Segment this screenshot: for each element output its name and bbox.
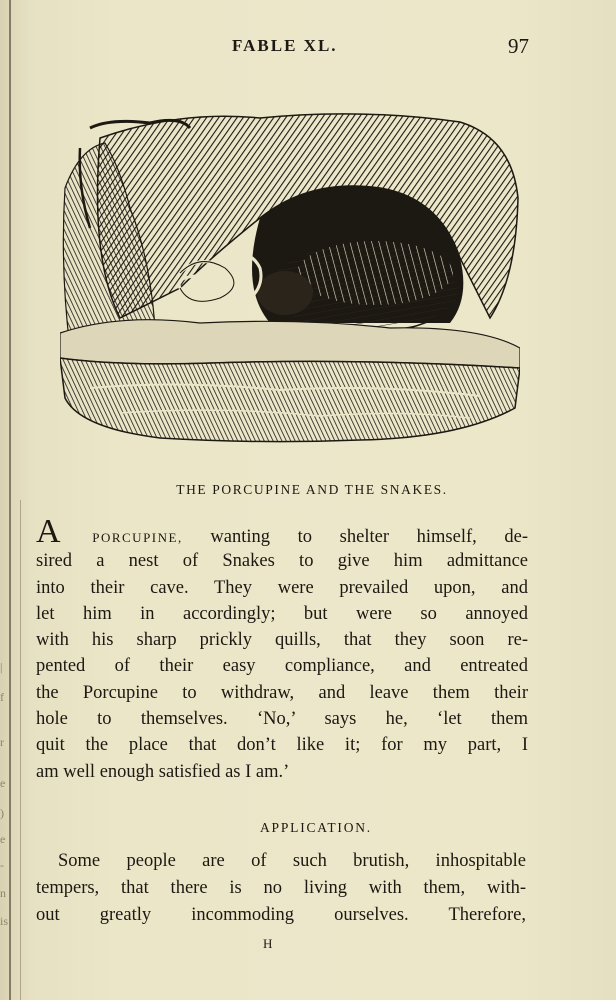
- bleed-through-mark: r: [0, 735, 4, 749]
- application-text: [36, 848, 526, 929]
- application-line: Some people are of such brutish, inhospitable: [58, 851, 526, 871]
- fable-line: quit the place that don’t like it; for my part, I: [36, 735, 528, 756]
- bleed-through-mark: e: [0, 832, 6, 846]
- fable-line: the Porcupine to withdraw, and leave them their: [36, 682, 528, 703]
- fable-first-line: [36, 513, 529, 550]
- foreground-ground: [60, 358, 520, 442]
- running-head: [0, 34, 616, 58]
- bleed-through-mark: e: [0, 776, 6, 790]
- application-line: tempers, that there is no living with them, with-: [36, 878, 526, 898]
- bleed-through-mark: f: [0, 690, 4, 704]
- bleed-through-mark: n: [0, 886, 6, 900]
- drop-cap: A: [36, 513, 61, 550]
- fable-line: let him in accordingly; but were so annoyed: [36, 603, 528, 624]
- bleed-through-mark: |: [0, 660, 3, 674]
- porcupine-engraving-illustration: [60, 108, 520, 444]
- page-number: 97: [508, 34, 529, 58]
- gutter-shadow-line: [20, 500, 21, 1000]
- gutter-line: [9, 0, 11, 1000]
- bleed-through-mark: is: [0, 914, 9, 928]
- illustration-caption: THE PORCUPINE AND THE SNAKES.: [176, 482, 448, 497]
- fable-number: FABLE XL.: [232, 36, 338, 55]
- small-caps-word: PORCUPINE,: [92, 530, 183, 545]
- fable-line: pented of their easy compliance, and entreated: [36, 656, 528, 677]
- application-heading: APPLICATION.: [260, 820, 372, 835]
- fable-line: into their cave. They were prevailed upon, and: [36, 577, 528, 598]
- application-line: out greatly incommoding ourselves. Therefore,: [36, 905, 526, 925]
- fable-line: hole to themselves. ‘No,’ says he, ‘let them: [36, 709, 528, 730]
- bleed-through-mark: ): [0, 806, 4, 820]
- fable-line: am well enough satisfied as I am.’: [36, 761, 290, 782]
- fable-line: with his sharp prickly quills, that they soon re-: [36, 630, 528, 651]
- fable-text: [36, 513, 529, 785]
- bleed-through-mark: -: [0, 858, 4, 872]
- fable-line: sired a nest of Snakes to give him admittance: [36, 551, 528, 572]
- porcupine-head: [257, 271, 313, 315]
- first-line-rest: wanting to shelter himself, de-: [210, 527, 529, 547]
- signature-mark: H: [263, 936, 274, 951]
